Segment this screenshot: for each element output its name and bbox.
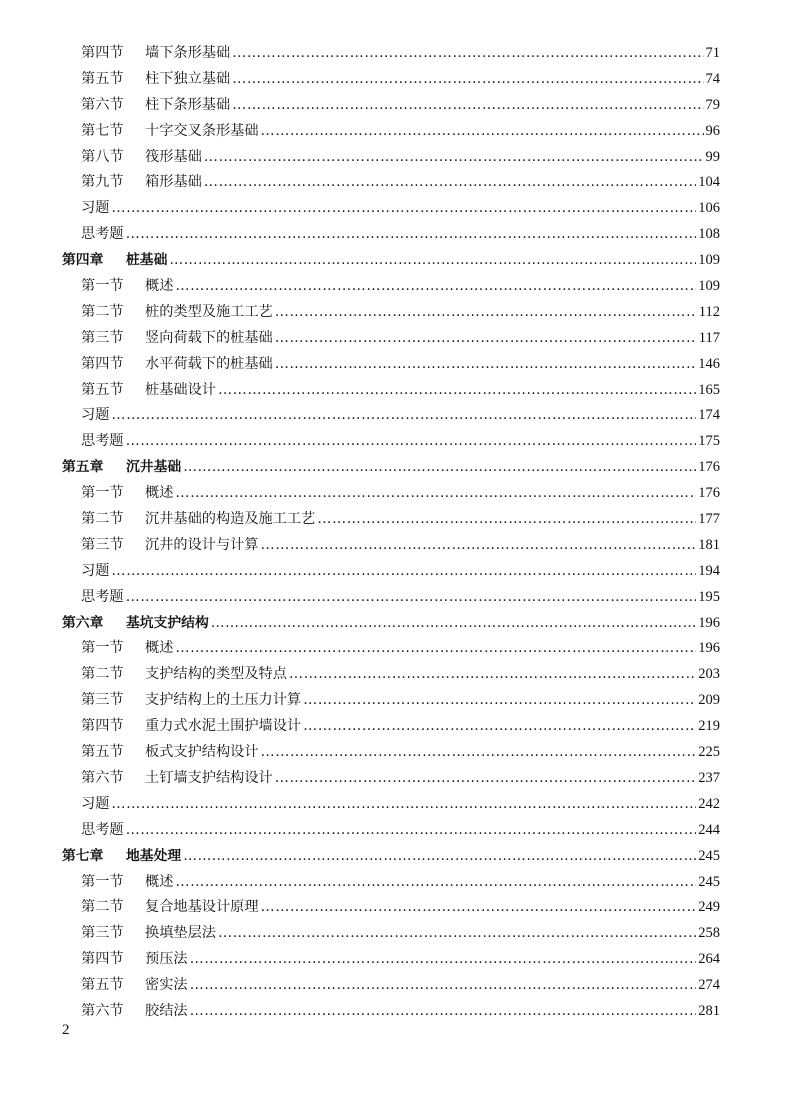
toc-entry-label [81,870,173,896]
toc-entry-number: 第二节 [81,303,124,320]
dot-leader [232,67,703,93]
toc-section-row[interactable] [62,93,720,119]
dot-leader [317,507,696,533]
toc-entry-title: 柱下条形基础 [145,96,231,113]
toc-entry-title: 概述 [145,278,174,295]
toc-extra-row[interactable] [62,222,720,248]
toc-extra-row[interactable] [62,196,720,222]
toc-section-row[interactable] [62,41,720,67]
toc-entry-title: 胶结法 [145,1002,188,1019]
toc-entry-number: 第四节 [81,45,124,61]
dot-leader [111,403,696,429]
toc-section-row[interactable] [62,533,720,559]
toc-entry-title: 板式支护结构设计 [145,744,259,761]
dot-leader [126,585,697,611]
toc-entry-number: 第一节 [81,485,124,502]
toc-entry-label [81,636,173,662]
toc-entry-label [81,41,230,67]
toc-entry-number: 第二节 [81,511,124,528]
toc-entry-page: 106 [698,200,720,217]
toc-entry-page: 194 [698,562,720,579]
dot-leader [303,688,696,714]
toc-entry-title: 沉井基础 [126,459,182,476]
toc-entry-number: 第四章 [62,252,104,269]
toc-entry-page: 117 [698,329,720,346]
toc-entry-title: 支护结构的类型及特点 [145,666,287,683]
toc-entry-number: 第四节 [81,718,124,735]
toc-entry-page: 99 [705,148,720,165]
toc-entry-title: 复合地基设计原理 [145,899,259,916]
toc-entry-label [81,222,124,248]
toc-entry-number: 第五章 [62,459,104,476]
dot-leader [275,766,697,792]
toc-entry-label [62,844,181,870]
toc-entry-label [62,248,167,274]
toc-chapter-row[interactable] [62,248,720,274]
toc-entry-label [81,921,216,947]
dot-leader [183,455,696,481]
dot-leader [261,119,704,145]
toc-section-row[interactable] [62,119,720,145]
dot-leader [232,93,703,119]
toc-entry-title: 概述 [145,873,174,890]
toc-entry-title: 概述 [145,640,174,657]
toc-entry-label [81,559,109,585]
toc-entry-page: 176 [698,485,720,502]
toc-entry-title: 密实法 [145,977,188,994]
toc-entry-label [81,999,188,1025]
toc-entry-label [81,662,287,688]
toc-entry-label [81,585,124,611]
dot-leader [126,429,697,455]
dot-leader [218,921,696,947]
toc-entry-title: 桩基础设计 [145,381,216,398]
toc-entry-page: 96 [705,122,720,139]
toc-entry-page: 258 [698,925,720,942]
toc-entry-page: 244 [698,821,720,838]
toc-section-row[interactable] [62,895,720,921]
dot-leader [169,248,696,274]
dot-leader [175,870,696,896]
toc-entry-title: 基坑支护结构 [126,614,209,631]
toc-entry-page: 165 [698,381,720,398]
dot-leader [175,636,696,662]
toc-entry-label [81,326,273,352]
toc-section-row[interactable] [62,740,720,766]
toc-entry-title: 重力式水泥土围护墙设计 [145,718,302,735]
toc-entry-page: 281 [698,1002,720,1019]
toc-entry-label [81,93,230,119]
toc-entry-page: 176 [698,459,720,476]
toc-entry-label [81,429,124,455]
toc-entry-title: 桩的类型及施工工艺 [145,303,273,320]
toc-entry-title: 箱形基础 [145,174,202,191]
toc-entry-page: 108 [698,226,720,243]
toc-entry-page: 71 [705,45,720,61]
dot-leader [111,559,696,585]
toc-entry-title: 竖向荷载下的桩基础 [145,329,273,346]
toc-entry-page: 79 [705,96,720,113]
toc-section-row[interactable] [62,326,720,352]
dot-leader [275,352,697,378]
toc-entry-label [81,688,301,714]
dot-leader [126,222,697,248]
toc-entry-number: 第一节 [81,873,124,890]
toc-entry-title: 预压法 [145,951,188,968]
toc-section-row[interactable] [62,688,720,714]
dot-leader [175,481,696,507]
dot-leader [261,740,697,766]
dot-leader [204,145,704,171]
toc-entry-page: 264 [698,951,720,968]
toc-entry-title: 水平荷载下的桩基础 [145,355,273,372]
toc-entry-number: 第五节 [81,977,124,994]
toc-section-row[interactable] [62,170,720,196]
toc-entry-title: 换填垫层法 [145,925,216,942]
toc-entry-page: 219 [698,718,720,735]
toc-entry-page: 196 [698,640,720,657]
toc-section-row[interactable] [62,300,720,326]
toc-extra-row[interactable] [62,559,720,585]
toc-entry-title: 思考题 [81,226,124,243]
toc-entry-number: 第四节 [81,355,124,372]
toc-entry-page: 245 [698,873,720,890]
toc-entry-title: 习题 [81,795,110,812]
toc-section-row[interactable] [62,352,720,378]
toc-extra-row[interactable] [62,818,720,844]
toc-entry-number: 第三节 [81,536,124,553]
toc-entry-number: 第六章 [62,614,104,631]
toc-entry-number: 第九节 [81,174,124,191]
toc-entry-page: 175 [698,433,720,450]
toc-section-row[interactable] [62,766,720,792]
toc-entry-number: 第一节 [81,640,124,657]
toc-entry-label [81,170,202,196]
toc-entry-number: 第八节 [81,148,124,165]
toc-entry-number: 第二节 [81,666,124,683]
toc-entry-label [81,895,259,921]
toc-section-row[interactable] [62,714,720,740]
toc-section-row[interactable] [62,947,720,973]
toc-extra-row[interactable] [62,429,720,455]
toc-entry-title: 沉井基础的构造及施工工艺 [145,511,316,528]
toc-entry-page: 209 [698,692,720,709]
dot-leader [126,818,697,844]
toc-section-row[interactable] [62,662,720,688]
dot-leader [175,274,696,300]
toc-entry-page: 242 [698,795,720,812]
toc-entry-label [81,274,173,300]
toc-entry-label [81,740,259,766]
toc-extra-row[interactable] [62,792,720,818]
toc-entry-page: 112 [698,303,720,320]
toc-entry-number: 第六节 [81,96,124,113]
toc-entry-label [81,119,259,145]
toc-entry-title: 支护结构上的土压力计算 [145,692,302,709]
toc-entry-title: 墙下条形基础 [145,45,231,61]
toc-entry-title: 十字交叉条形基础 [145,122,259,139]
toc-entry-label [81,818,124,844]
toc-entry-label [81,145,202,171]
toc-entry-label [81,766,273,792]
toc-entry-page: 109 [698,278,720,295]
dot-leader [261,533,697,559]
toc-entry-number: 第三节 [81,925,124,942]
toc-chapter-row[interactable] [62,844,720,870]
toc-entry-page: 177 [698,511,720,528]
toc-chapter-row[interactable] [62,455,720,481]
dot-leader [183,844,696,870]
toc-entry-page: 196 [698,614,720,631]
toc-entry-title: 沉井的设计与计算 [145,536,259,553]
toc-entry-label [81,792,109,818]
toc-entry-page: 74 [705,70,720,87]
dot-leader [218,378,696,404]
toc-entry-page: 109 [698,252,720,269]
toc-entry-title: 桩基础 [126,252,168,269]
toc-entry-page: 203 [698,666,720,683]
toc-entry-title: 习题 [81,200,110,217]
toc-entry-number: 第三节 [81,692,124,709]
toc-entry-page: 225 [698,744,720,761]
toc-entry-title: 筏形基础 [145,148,202,165]
toc-entry-label [81,352,273,378]
toc-entry-number: 第二节 [81,899,124,916]
toc-entry-number: 第七节 [81,122,124,139]
toc-section-row[interactable] [62,870,720,896]
toc-entry-title: 概述 [145,485,174,502]
toc-entry-number: 第七章 [62,847,104,864]
toc-chapter-row[interactable] [62,611,720,637]
toc-section-row[interactable] [62,274,720,300]
toc-section-row[interactable] [62,481,720,507]
toc-entry-label [81,403,109,429]
toc-entry-label [81,947,188,973]
dot-leader [204,170,696,196]
toc-entry-label [81,300,273,326]
toc-entry-label [81,714,301,740]
toc-entry-label [81,533,259,559]
toc-entry-label [62,455,181,481]
toc-section-row[interactable] [62,636,720,662]
toc-section-row[interactable] [62,67,720,93]
toc-section-row[interactable] [62,999,720,1025]
toc-entry-label [81,507,315,533]
toc-entry-title: 地基处理 [126,847,182,864]
toc-entry-title: 土钉墙支护结构设计 [145,769,273,786]
toc-entry-number: 第三节 [81,329,124,346]
dot-leader [275,326,697,352]
toc-entry-page: 237 [698,769,720,786]
toc-entry-number: 第一节 [81,278,124,295]
toc-entry-page: 274 [698,977,720,994]
toc-section-row[interactable] [62,507,720,533]
toc-entry-label [81,67,230,93]
toc-entry-title: 思考题 [81,433,124,450]
toc-entry-page: 104 [698,174,720,191]
toc-entry-number: 第六节 [81,1002,124,1019]
table-of-contents [62,41,720,1025]
toc-entry-page: 249 [698,899,720,916]
toc-entry-page: 174 [698,407,720,424]
dot-leader [211,611,696,637]
toc-entry-number: 第五节 [81,70,124,87]
page-number: 2 [62,1022,70,1038]
toc-entry-label [81,481,173,507]
dot-leader [261,895,697,921]
toc-entry-label [81,973,188,999]
toc-extra-row[interactable] [62,585,720,611]
toc-entry-title: 习题 [81,562,110,579]
toc-entry-label [81,196,109,222]
toc-section-row[interactable] [62,973,720,999]
dot-leader [190,947,697,973]
toc-entry-title: 思考题 [81,588,124,605]
dot-leader [190,973,697,999]
dot-leader [111,196,696,222]
toc-section-row[interactable] [62,145,720,171]
toc-entry-number: 第五节 [81,744,124,761]
toc-entry-number: 第五节 [81,381,124,398]
toc-entry-title: 思考题 [81,821,124,838]
toc-entry-label [81,378,216,404]
dot-leader [232,41,703,67]
toc-entry-page: 181 [698,536,720,553]
dot-leader [111,792,696,818]
toc-entry-number: 第六节 [81,769,124,786]
dot-leader [303,714,696,740]
toc-entry-number: 第四节 [81,951,124,968]
toc-entry-title: 习题 [81,407,110,424]
toc-entry-page: 195 [698,588,720,605]
dot-leader [190,999,697,1025]
toc-entry-page: 245 [698,847,720,864]
toc-section-row[interactable] [62,378,720,404]
toc-entry-title: 柱下独立基础 [145,70,231,87]
dot-leader [289,662,696,688]
toc-entry-label [62,611,209,637]
toc-entry-page: 146 [698,355,720,372]
toc-extra-row[interactable] [62,403,720,429]
dot-leader [275,300,697,326]
toc-section-row[interactable] [62,921,720,947]
